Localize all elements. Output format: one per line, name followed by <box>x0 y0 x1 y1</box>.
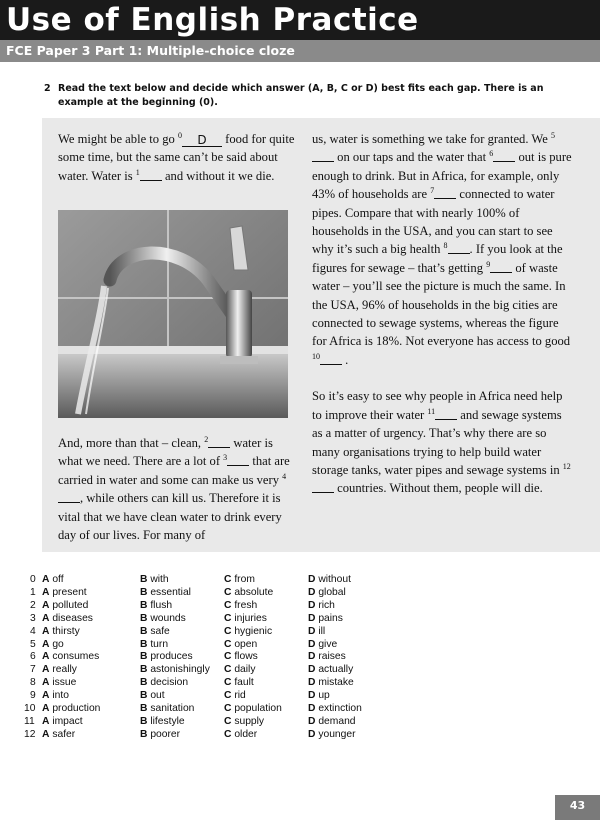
option-letter: B <box>140 625 148 637</box>
gap-number: 11 <box>427 406 436 416</box>
option-d[interactable] <box>308 639 337 650</box>
gap-2[interactable] <box>208 435 230 448</box>
gap-number: 5 <box>551 131 556 140</box>
option-d[interactable] <box>308 651 346 662</box>
passage-left-bottom <box>58 434 298 544</box>
option-c[interactable] <box>224 600 257 611</box>
option-word: pains <box>318 612 343 624</box>
gap-number: 2 <box>204 435 209 444</box>
option-word: impact <box>52 715 83 727</box>
option-b[interactable] <box>140 651 193 662</box>
option-b[interactable] <box>140 664 210 675</box>
option-word: demand <box>318 715 356 727</box>
option-letter: B <box>140 664 148 676</box>
option-word: ill <box>318 625 326 637</box>
option-word: injuries <box>234 612 267 624</box>
option-letter: D <box>308 703 316 714</box>
option-word: thirsty <box>52 625 80 637</box>
option-letter: B <box>140 728 148 740</box>
option-letter: B <box>140 574 148 585</box>
option-letter: B <box>140 715 148 727</box>
gap-5[interactable] <box>312 149 334 162</box>
option-word: out <box>150 690 165 702</box>
option-letter: B <box>140 586 148 598</box>
option-letter: A <box>42 728 50 740</box>
option-d[interactable] <box>308 677 354 688</box>
option-d[interactable] <box>308 626 325 637</box>
option-letter: C <box>224 728 232 740</box>
option-word: fault <box>234 677 254 689</box>
option-d[interactable] <box>308 703 362 714</box>
option-word: mistake <box>318 677 354 689</box>
option-word: wounds <box>150 612 186 624</box>
passage-right <box>312 130 574 498</box>
option-a[interactable] <box>42 703 100 714</box>
option-c[interactable] <box>224 690 246 701</box>
option-word: rich <box>318 599 335 611</box>
passage-text: And, more than that – clean, <box>58 436 202 450</box>
option-word: hygienic <box>234 625 273 637</box>
option-letter: D <box>308 664 316 676</box>
passage-text: food for quite some time, but the same can’t be said about water. Water is <box>58 132 295 183</box>
option-word: give <box>318 638 338 650</box>
paragraph <box>58 130 298 185</box>
option-letter: B <box>140 612 148 624</box>
option-c[interactable] <box>224 677 254 688</box>
tap-photo-image <box>58 210 288 418</box>
option-number: 1 <box>30 586 36 598</box>
option-number: 6 <box>30 651 36 663</box>
option-number: 2 <box>30 599 36 611</box>
option-letter: D <box>308 677 316 689</box>
option-letter: A <box>42 599 50 611</box>
option-number: 11 <box>24 715 35 727</box>
option-word: polluted <box>52 599 89 611</box>
option-letter: C <box>224 703 232 714</box>
option-word: poorer <box>150 728 181 740</box>
option-a[interactable] <box>42 690 69 701</box>
option-letter: A <box>42 664 50 676</box>
option-letter: A <box>42 690 50 702</box>
option-d[interactable] <box>308 613 343 624</box>
option-letter: C <box>224 638 232 650</box>
option-word: into <box>52 690 69 702</box>
option-d[interactable] <box>308 716 356 727</box>
option-b[interactable] <box>140 716 185 727</box>
option-letter: D <box>308 690 316 702</box>
gap-number: 6 <box>489 149 494 159</box>
option-word: diseases <box>52 612 93 624</box>
option-letter: B <box>140 677 148 689</box>
option-word: production <box>52 703 101 714</box>
option-word: younger <box>318 728 356 740</box>
gap-4[interactable] <box>58 490 80 503</box>
option-letter: C <box>224 586 232 598</box>
option-letter: A <box>42 715 50 727</box>
passage-text: out is pure enough to drink. But in Africa, for example, only 43% of households are <box>312 150 572 202</box>
option-letter: A <box>42 612 50 624</box>
option-c[interactable] <box>224 664 256 675</box>
option-a[interactable] <box>42 600 88 611</box>
passage-left-top <box>58 130 298 185</box>
option-letter: D <box>308 715 316 727</box>
option-letter: B <box>140 638 148 650</box>
passage-text: , while others can kill us. Therefore it is vital that we have clean water to drink every day of our lives. For many of <box>58 491 282 543</box>
passage-text: countries. Without them, people will die. <box>337 481 543 496</box>
option-word: flows <box>234 651 258 663</box>
option-letter: D <box>308 574 316 585</box>
gap-number: 9 <box>486 259 491 269</box>
option-letter: D <box>308 638 316 650</box>
option-a[interactable] <box>42 587 87 598</box>
option-word: sanitation <box>150 703 195 714</box>
option-word: daily <box>234 664 256 676</box>
passage-text: We might be able to go <box>58 132 175 146</box>
option-word: older <box>234 728 258 740</box>
option-number: 5 <box>30 638 36 650</box>
option-letter: A <box>42 677 50 689</box>
exercise-number: 2 <box>44 83 51 94</box>
option-letter: C <box>224 664 232 676</box>
gap-number: 4 <box>282 471 287 481</box>
option-word: absolute <box>234 586 274 598</box>
option-c[interactable] <box>224 651 258 662</box>
option-a[interactable] <box>42 716 83 727</box>
option-letter: C <box>224 612 232 624</box>
option-c[interactable] <box>224 613 267 624</box>
option-d[interactable] <box>308 664 353 675</box>
passage-text: water is what we need. There are a lot of <box>58 436 273 469</box>
option-number: 8 <box>30 677 36 689</box>
option-word: rid <box>234 690 246 702</box>
option-letter: A <box>42 703 50 714</box>
option-letter: D <box>308 586 316 598</box>
option-word: present <box>52 586 87 598</box>
gap-1[interactable] <box>140 168 162 181</box>
gap-3[interactable] <box>227 453 249 466</box>
option-letter: C <box>224 651 232 663</box>
option-d[interactable] <box>308 729 356 740</box>
option-number: 10 <box>24 703 36 714</box>
option-word: essential <box>150 586 191 598</box>
passage-text: and without it we die. <box>164 168 275 183</box>
option-c[interactable] <box>224 626 272 637</box>
option-word: supply <box>234 715 265 727</box>
paragraph <box>58 434 298 544</box>
option-letter: D <box>308 599 316 611</box>
page-subtitle: FCE Paper 3 Part 1: Multiple-choice cloze <box>6 43 295 58</box>
option-letter: C <box>224 574 232 585</box>
option-c[interactable] <box>224 729 257 740</box>
option-a[interactable] <box>42 729 75 740</box>
tap-photo <box>58 210 288 418</box>
gap-number: 1 <box>135 167 140 177</box>
option-word: turn <box>150 638 169 650</box>
passage-text: . If you look at the figures for sewage – that’s getting <box>312 242 563 275</box>
gap-7[interactable] <box>434 186 456 199</box>
option-letter: D <box>308 612 316 624</box>
instructions-text: Read the text below and decide which answer (A, B, C or D) best fits each gap. There is an example at the beginning (0). <box>58 83 544 108</box>
option-word: astonishingly <box>150 664 210 676</box>
gap-8[interactable] <box>448 241 470 254</box>
option-letter: C <box>224 677 232 689</box>
option-word: without <box>318 574 351 585</box>
header <box>0 0 600 62</box>
option-a[interactable] <box>42 626 80 637</box>
gap-number: 10 <box>312 351 320 361</box>
option-word: with <box>150 574 169 585</box>
option-d[interactable] <box>308 690 330 701</box>
option-d[interactable] <box>308 587 346 598</box>
option-c[interactable] <box>224 587 273 598</box>
option-letter: D <box>308 651 316 663</box>
option-letter: C <box>224 625 232 637</box>
option-b[interactable] <box>140 574 169 585</box>
option-letter: D <box>308 625 316 637</box>
option-word: consumes <box>52 651 100 663</box>
gap-number: 7 <box>430 186 435 196</box>
option-c[interactable] <box>224 716 264 727</box>
option-word: actually <box>318 664 354 676</box>
passage-text: that are carried in water and some can make us very <box>58 454 290 487</box>
option-letter: C <box>224 690 232 702</box>
option-word: population <box>234 703 282 714</box>
option-letter: B <box>140 599 148 611</box>
option-letter: A <box>42 586 50 598</box>
option-letter: B <box>140 703 148 714</box>
gap-6[interactable] <box>493 149 515 162</box>
option-c[interactable] <box>224 703 282 714</box>
option-b[interactable] <box>140 703 194 714</box>
option-b[interactable] <box>140 729 180 740</box>
gap-number: 8 <box>443 241 448 251</box>
option-letter: A <box>42 638 50 650</box>
option-word: produces <box>150 651 193 663</box>
passage-text: So it’s easy to see why people in Africa need help to improve their water <box>312 389 563 422</box>
option-b[interactable] <box>140 639 168 650</box>
option-letter: B <box>140 690 148 702</box>
option-word: extinction <box>318 703 362 714</box>
option-a[interactable] <box>42 639 64 650</box>
option-word: flush <box>150 599 173 611</box>
option-b[interactable] <box>140 677 188 688</box>
option-letter: C <box>224 599 232 611</box>
option-word: issue <box>52 677 77 689</box>
option-letter: A <box>42 574 50 585</box>
gap-12[interactable] <box>312 480 334 493</box>
option-number: 4 <box>30 625 36 637</box>
option-b[interactable] <box>140 587 191 598</box>
option-number: 12 <box>24 728 36 740</box>
passage-text: connected to water pipes. Compare that with nearly 100% of households in the USA, and you can start to see why it’s such a big health <box>312 187 555 257</box>
option-word: safer <box>52 728 76 740</box>
option-word: lifestyle <box>150 715 185 727</box>
option-letter: C <box>224 715 232 727</box>
option-c[interactable] <box>224 574 255 585</box>
option-a[interactable] <box>42 651 99 662</box>
option-word: up <box>318 690 330 702</box>
option-word: decision <box>150 677 189 689</box>
example-answer: D <box>182 134 222 147</box>
option-number: 7 <box>30 664 36 676</box>
gap-11[interactable] <box>435 407 457 420</box>
option-b[interactable] <box>140 600 172 611</box>
option-number: 0 <box>30 574 36 585</box>
paragraph <box>312 130 574 369</box>
option-number: 9 <box>30 690 36 702</box>
option-word: safe <box>150 625 170 637</box>
passage-text: and sewage systems as a matter of urgency. That’s why there are so many organisations trying to help build water storage tanks, water pipes and sewage systems in <box>312 407 562 477</box>
option-letter: D <box>308 728 316 740</box>
option-a[interactable] <box>42 613 93 624</box>
option-a[interactable] <box>42 574 64 585</box>
option-d[interactable] <box>308 574 351 585</box>
page-number: 43 <box>569 799 586 812</box>
gap-10[interactable] <box>320 352 342 365</box>
option-word: really <box>52 664 77 676</box>
option-word: go <box>52 638 64 650</box>
option-d[interactable] <box>308 600 335 611</box>
option-b[interactable] <box>140 626 170 637</box>
page-title: Use of English Practice <box>6 2 419 38</box>
option-c[interactable] <box>224 639 257 650</box>
option-number: 3 <box>30 612 36 624</box>
option-a[interactable] <box>42 677 76 688</box>
gap-number: 12 <box>562 461 571 471</box>
gap-number: 0 <box>178 131 183 140</box>
option-word: raises <box>318 651 346 663</box>
option-letter: A <box>42 625 50 637</box>
gap-9[interactable] <box>490 260 512 273</box>
passage-text: of waste water – you’ll see the picture is much the same. In the USA, 96% of households in the big cities are connected to sewage systems, whereas the figure for Africa is 18%. Not everyone has access to good <box>312 260 571 349</box>
option-word: off <box>52 574 64 585</box>
option-word: fresh <box>234 599 258 611</box>
passage-text: on our taps and the water that <box>337 150 487 165</box>
option-a[interactable] <box>42 664 77 675</box>
paragraph <box>312 387 574 497</box>
option-word: global <box>318 586 346 598</box>
passage-text: us, water is something we take for granted. We <box>312 132 548 146</box>
option-word: open <box>234 638 258 650</box>
option-b[interactable] <box>140 613 186 624</box>
option-letter: B <box>140 651 148 663</box>
gap-number: 3 <box>223 453 228 463</box>
passage-text: . <box>345 352 349 367</box>
option-b[interactable] <box>140 690 165 701</box>
option-letter: A <box>42 651 50 663</box>
option-word: from <box>234 574 255 585</box>
page-number-box <box>555 795 600 820</box>
